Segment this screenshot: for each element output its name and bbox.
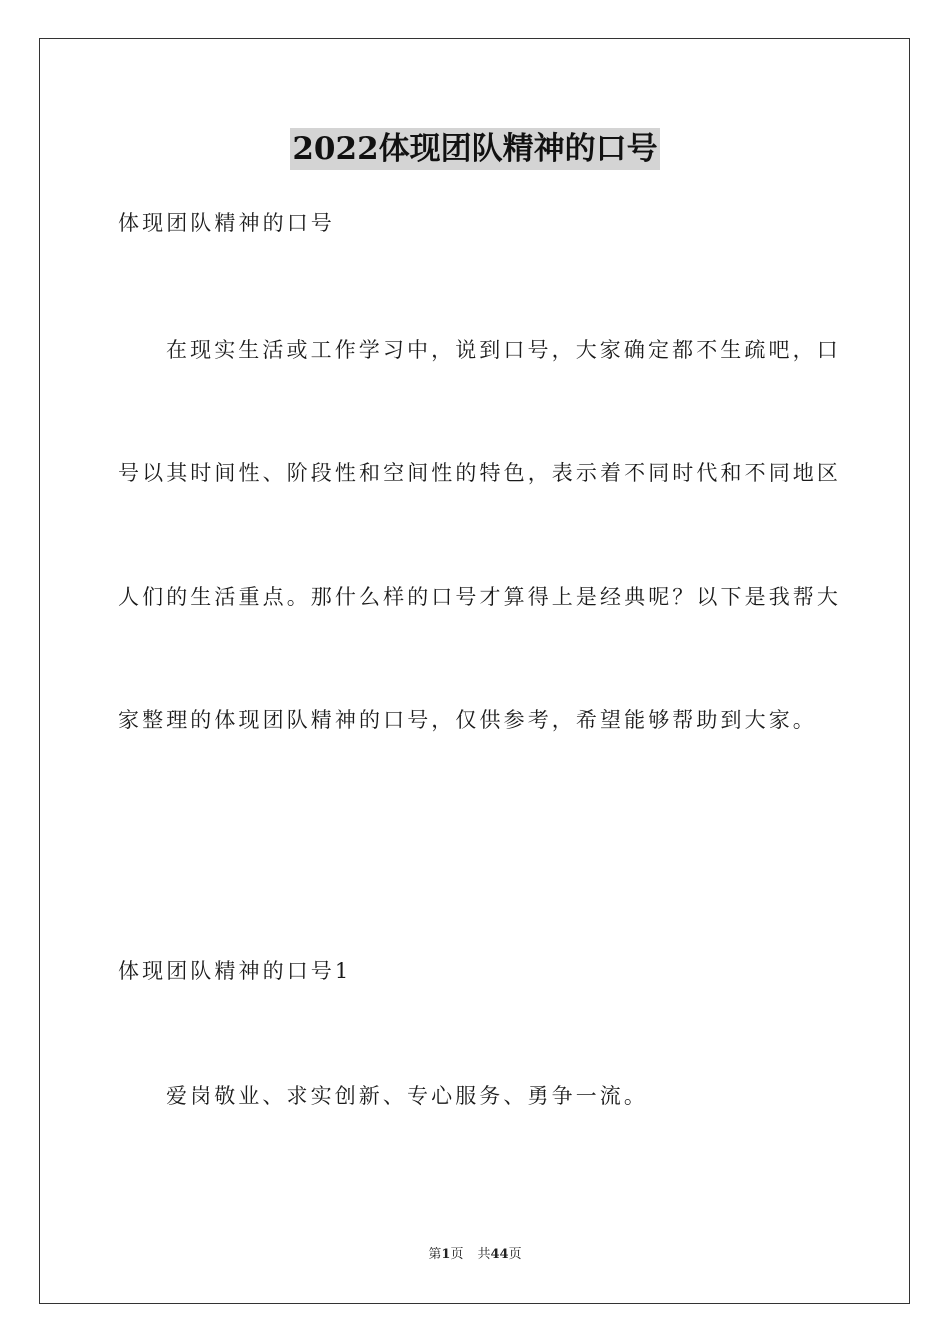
footer-page-suffix: 页 [450,1247,464,1262]
footer-page-prefix: 第 [428,1247,442,1262]
intro-line-1: 在现实生活或工作学习中，说到口号，大家确定都不生疏吧，口 [166,338,841,362]
intro-line-4: 家整理的体现团队精神的口号，仅供参考，希望能够帮助到大家。 [118,708,817,732]
footer-total-suffix: 页 [508,1247,522,1262]
intro-line-3: 人们的生活重点。那什么样的口号才算得上是经典呢？以下是我帮大 [118,585,841,609]
section-heading: 体现团队精神的口号1 [118,959,352,983]
footer-total-prefix: 共 [477,1247,491,1262]
section-body: 爱岗敬业、求实创新、专心服务、勇争一流。 [166,1084,648,1108]
title-container [0,128,950,170]
page-footer [0,1246,950,1264]
document-title: 2022体现团队精神的口号 [290,128,659,170]
document-subtitle: 体现团队精神的口号 [118,211,335,235]
footer-page-number: 1 [441,1247,451,1262]
footer-total-pages: 44 [490,1247,509,1262]
intro-line-2: 号以其时间性、阶段性和空间性的特色，表示着不同时代和不同地区 [118,461,841,485]
